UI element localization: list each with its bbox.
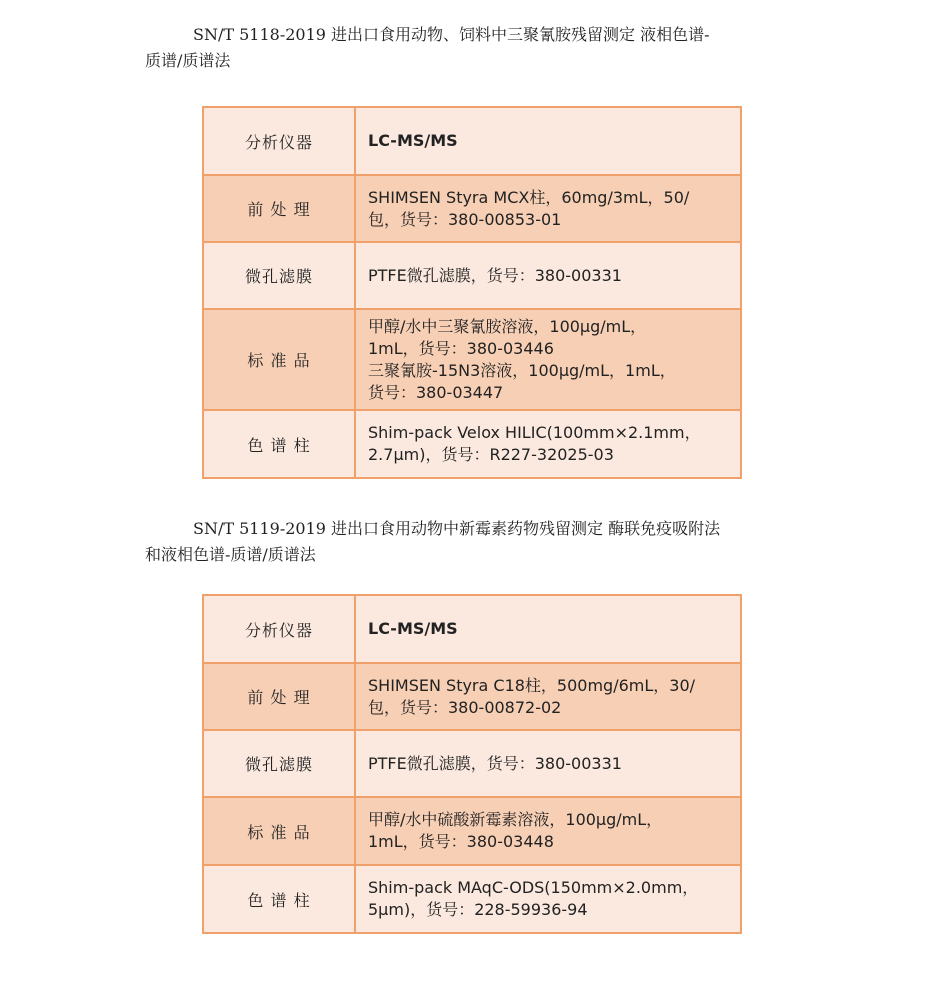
value-line: 1mL，货号：380-03448 [368,832,554,851]
table-row [203,797,741,865]
section1-heading-line2: 质谱/质谱法 [145,51,231,70]
value-line: 1mL，货号：380-03446 [368,338,554,358]
row-value [355,309,741,410]
row-label: 分析仪器 [203,107,355,175]
row-value [355,595,741,663]
row-label: 前 处 理 [203,175,355,242]
row-label: 分析仪器 [203,595,355,663]
row-label: 前 处 理 [203,663,355,730]
row-label: 色 谱 柱 [203,410,355,478]
row-label: 标 准 品 [203,797,355,865]
row-value [355,730,741,797]
value-line: PTFE微孔滤膜，货号：380-00331 [368,265,622,285]
value-line: SHIMSEN Styra C18柱，500mg/6mL，30/ [368,675,696,695]
row-label: 色 谱 柱 [203,865,355,933]
table-row [203,242,741,309]
value-line: 三聚氰胺-15N3溶液，100μg/mL，1mL， [368,360,676,380]
value-line: PTFE微孔滤膜，货号：380-00331 [368,753,622,773]
row-value [355,107,741,175]
value-line: LC-MS/MS [368,131,458,150]
section2-heading-line1: SN/T 5119-2019 进出口食用动物中新霉素药物残留测定 酶联免疫吸附法 [193,519,721,538]
row-value [355,797,741,865]
table-row [203,663,741,730]
table-row [203,595,741,663]
section2-heading-line2: 和液相色谱-质谱/质谱法 [145,545,316,564]
row-value [355,175,741,242]
value-line: 包，货号：380-00872-02 [368,697,562,717]
value-line: Shim-pack Velox HILIC(100mm×2.1mm， [368,423,701,442]
value-line: 5μm)，货号：228-59936-94 [368,900,588,919]
row-label: 微孔滤膜 [203,242,355,309]
row-value [355,865,741,933]
row-value [355,242,741,309]
row-value [355,410,741,478]
value-line: LC-MS/MS [368,619,458,638]
value-line: 2.7μm)，货号：R227-32025-03 [368,445,614,464]
section1-spec-table [202,106,742,479]
table-row [203,410,741,478]
value-line: SHIMSEN Styra MCX柱，60mg/3mL，50/ [368,187,690,207]
row-value [355,663,741,730]
row-label: 微孔滤膜 [203,730,355,797]
table-row [203,175,741,242]
section2-heading [145,516,805,568]
row-label: 标 准 品 [203,309,355,410]
section1-heading [145,22,805,74]
value-line: 包，货号：380-00853-01 [368,209,562,229]
table-row [203,865,741,933]
table-row [203,309,741,410]
table-row [203,107,741,175]
section2-spec-table [202,594,742,934]
table-row [203,730,741,797]
section1-heading-line1: SN/T 5118-2019 进出口食用动物、饲料中三聚氰胺残留测定 液相色谱- [193,25,710,44]
value-line: 货号：380-03447 [368,382,504,402]
value-line: Shim-pack MAqC-ODS(150mm×2.0mm， [368,878,699,897]
value-line: 甲醇/水中三聚氰胺溶液，100μg/mL， [368,316,647,336]
value-line: 甲醇/水中硫酸新霉素溶液，100μg/mL， [368,810,663,829]
